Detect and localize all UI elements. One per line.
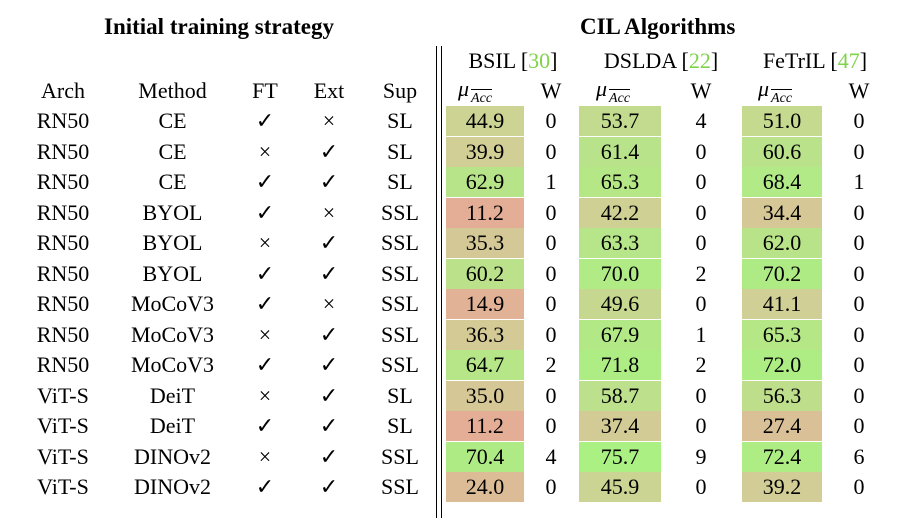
bsil-acc-cell: 60.2 [465, 260, 505, 286]
dslda-w-cell: 0 [695, 291, 707, 316]
dslda-w-cell: 2 [695, 260, 707, 286]
fetril-acc-cell: 65.3 [762, 321, 802, 347]
arch-cell: RN50 [36, 352, 90, 377]
fetril-acc-cell: 60.6 [762, 138, 802, 164]
arch-cell: ViT-S [37, 382, 89, 408]
fetril-w-cell: 0 [853, 413, 865, 438]
ft-cell: ✓ [255, 108, 275, 133]
arch-cell: ViT-S [37, 443, 89, 469]
ext-cell: ✓ [319, 443, 339, 469]
bsil-acc-cell: 70.4 [465, 443, 505, 469]
ft-cell: ✓ [255, 169, 275, 194]
method-cell: CE [158, 108, 187, 133]
col-header-method: Method [138, 78, 207, 103]
ext-cell: ✓ [319, 138, 339, 164]
ext-cell: ✓ [319, 474, 339, 499]
metric-w-fetril: W [848, 78, 870, 103]
ext-cell: × [322, 199, 336, 225]
bsil-w-cell: 0 [545, 108, 557, 133]
bsil-w-cell: 4 [545, 443, 557, 469]
ext-cell: ✓ [319, 382, 339, 408]
arch-cell: RN50 [36, 321, 90, 347]
dslda-acc-cell: 53.7 [600, 108, 640, 133]
bsil-acc-cell: 11.2 [466, 413, 504, 438]
bsil-acc-cell: 64.7 [465, 352, 505, 377]
arch-cell: ViT-S [37, 413, 89, 438]
fetril-acc-cell: 72.0 [762, 352, 802, 377]
ft-cell: × [258, 138, 272, 164]
dslda-acc-cell: 42.2 [600, 199, 640, 225]
fetril-acc-cell: 34.4 [762, 199, 802, 225]
fetril-acc-cell: 41.1 [762, 291, 802, 316]
metric-mu-acc-dslda: μ $_{Acc}$ [596, 76, 631, 106]
ft-cell: × [258, 443, 272, 469]
arch-cell: RN50 [36, 291, 90, 316]
fetril-acc-cell: 27.4 [762, 413, 802, 438]
fetril-w-cell: 0 [853, 474, 865, 499]
method-cell: DINOv2 [134, 474, 211, 499]
sup-cell: SSL [381, 230, 419, 255]
ft-cell: × [258, 382, 272, 408]
metric-mu-acc-bsil: μ $_{Acc}$ [458, 76, 493, 106]
bsil-acc-cell: 24.0 [465, 474, 505, 499]
arch-cell: RN50 [36, 108, 90, 133]
ft-cell: ✓ [255, 474, 275, 499]
col-header-ext: Ext [313, 78, 345, 103]
algorithm-header-bsil: BSIL [30] [468, 48, 558, 73]
dslda-acc-cell: 37.4 [600, 413, 640, 438]
fetril-w-cell: 0 [853, 382, 865, 408]
arch-cell: RN50 [36, 260, 90, 286]
divider-line-1 [436, 46, 437, 518]
col-header-ft: FT [252, 78, 278, 103]
bsil-acc-cell: 44.9 [465, 108, 505, 133]
sup-cell: SL [387, 108, 413, 133]
bsil-w-cell: 0 [545, 413, 557, 438]
fetril-w-cell: 0 [853, 352, 865, 377]
bsil-acc-cell: 14.9 [465, 291, 505, 316]
dslda-acc-cell: 58.7 [600, 382, 640, 408]
bsil-acc-cell: 36.3 [465, 321, 505, 347]
fetril-acc-cell: 62.0 [762, 230, 802, 255]
dslda-w-cell: 4 [695, 108, 707, 133]
dslda-acc-cell: 75.7 [600, 443, 640, 469]
metric-w-dslda: W [690, 78, 712, 103]
bsil-w-cell: 0 [545, 138, 557, 164]
ft-cell: ✓ [255, 199, 275, 225]
bsil-acc-cell: 39.9 [465, 138, 505, 164]
sup-cell: SSL [381, 474, 419, 499]
method-cell: BYOL [142, 199, 203, 225]
arch-cell: RN50 [36, 199, 90, 225]
dslda-w-cell: 0 [695, 474, 707, 499]
metric-mu-acc-fetril: μ $_{Acc}$ [758, 76, 793, 106]
arch-cell: RN50 [36, 138, 90, 164]
algorithm-header-dslda: DSLDA [22] [603, 48, 719, 73]
sup-cell: SSL [381, 199, 419, 225]
ext-cell: ✓ [319, 321, 339, 347]
algorithm-header-fetril: FeTrIL [47] [762, 48, 868, 73]
dslda-acc-cell: 71.8 [600, 352, 640, 377]
ext-cell: ✓ [319, 352, 339, 377]
sup-cell: SSL [381, 260, 419, 286]
dslda-w-cell: 0 [695, 169, 707, 194]
method-cell: BYOL [142, 260, 203, 286]
arch-cell: RN50 [36, 230, 90, 255]
ft-cell: ✓ [255, 291, 275, 316]
bsil-w-cell: 2 [545, 352, 557, 377]
dslda-acc-cell: 45.9 [600, 474, 640, 499]
cil-algorithms-header: CIL Algorithms [580, 14, 736, 39]
dslda-w-cell: 0 [695, 138, 707, 164]
dslda-acc-cell: 63.3 [600, 230, 640, 255]
bsil-w-cell: 0 [545, 199, 557, 225]
method-cell: DeiT [149, 382, 196, 408]
fetril-w-cell: 0 [853, 291, 865, 316]
fetril-acc-cell: 39.2 [762, 474, 802, 499]
fetril-w-cell: 0 [853, 199, 865, 225]
bsil-acc-cell: 35.0 [465, 382, 505, 408]
bsil-acc-cell: 11.2 [466, 199, 504, 225]
ft-cell: ✓ [255, 413, 275, 438]
fetril-w-cell: 1 [853, 169, 865, 194]
metric-w-bsil: W [540, 78, 562, 103]
fetril-acc-cell: 56.3 [762, 382, 802, 408]
ft-cell: ✓ [255, 260, 275, 286]
dslda-acc-cell: 65.3 [600, 169, 640, 194]
bsil-w-cell: 0 [545, 382, 557, 408]
bsil-w-cell: 0 [545, 474, 557, 499]
bsil-w-cell: 0 [545, 291, 557, 316]
method-cell: MoCoV3 [130, 352, 215, 377]
method-cell: BYOL [142, 230, 203, 255]
ft-cell: × [258, 321, 272, 347]
sup-cell: SSL [381, 443, 419, 469]
ext-cell: ✓ [319, 230, 339, 255]
fetril-w-cell: 0 [853, 108, 865, 133]
dslda-w-cell: 2 [695, 352, 707, 377]
ext-cell: ✓ [319, 169, 339, 194]
ft-cell: ✓ [255, 352, 275, 377]
ext-cell: ✓ [319, 413, 339, 438]
sup-cell: SSL [381, 321, 419, 347]
initial-training-strategy-header: Initial training strategy [104, 14, 334, 39]
sup-cell: SSL [381, 291, 419, 316]
dslda-acc-cell: 61.4 [600, 138, 640, 164]
fetril-w-cell: 0 [853, 230, 865, 255]
ft-cell: × [258, 230, 272, 255]
col-header-arch: Arch [41, 78, 85, 103]
method-cell: CE [158, 138, 187, 164]
arch-cell: RN50 [36, 169, 90, 194]
bsil-acc-cell: 35.3 [465, 230, 505, 255]
dslda-w-cell: 0 [695, 230, 707, 255]
method-cell: MoCoV3 [130, 321, 215, 347]
fetril-w-cell: 0 [853, 321, 865, 347]
sup-cell: SL [387, 382, 413, 408]
bsil-w-cell: 0 [545, 321, 557, 347]
bsil-acc-cell: 62.9 [465, 169, 505, 194]
bsil-w-cell: 0 [545, 260, 557, 286]
dslda-w-cell: 9 [695, 443, 707, 469]
fetril-acc-cell: 72.4 [762, 443, 802, 469]
method-cell: MoCoV3 [130, 291, 215, 316]
dslda-acc-cell: 67.9 [600, 321, 640, 347]
arch-cell: ViT-S [37, 474, 89, 499]
ext-cell: ✓ [319, 260, 339, 286]
divider-line-2 [441, 46, 442, 518]
dslda-acc-cell: 49.6 [600, 291, 640, 316]
fetril-w-cell: 0 [853, 138, 865, 164]
method-cell: CE [158, 169, 187, 194]
bsil-w-cell: 1 [545, 169, 557, 194]
ext-cell: × [322, 108, 336, 133]
dslda-acc-cell: 70.0 [600, 260, 640, 286]
dslda-w-cell: 0 [695, 382, 707, 408]
sup-cell: SSL [381, 352, 419, 377]
fetril-w-cell: 6 [853, 443, 865, 469]
sup-cell: SL [387, 169, 413, 194]
method-cell: DeiT [149, 413, 196, 438]
bsil-w-cell: 0 [545, 230, 557, 255]
col-header-sup: Sup [382, 78, 418, 103]
dslda-w-cell: 0 [695, 199, 707, 225]
fetril-w-cell: 0 [853, 260, 865, 286]
fetril-acc-cell: 70.2 [762, 260, 802, 286]
dslda-w-cell: 0 [695, 413, 707, 438]
dslda-w-cell: 1 [695, 321, 707, 347]
fetril-acc-cell: 51.0 [762, 108, 802, 133]
sup-cell: SL [387, 138, 413, 164]
fetril-acc-cell: 68.4 [762, 169, 802, 194]
ext-cell: × [322, 291, 336, 316]
sup-cell: SL [387, 413, 413, 438]
method-cell: DINOv2 [134, 443, 211, 469]
